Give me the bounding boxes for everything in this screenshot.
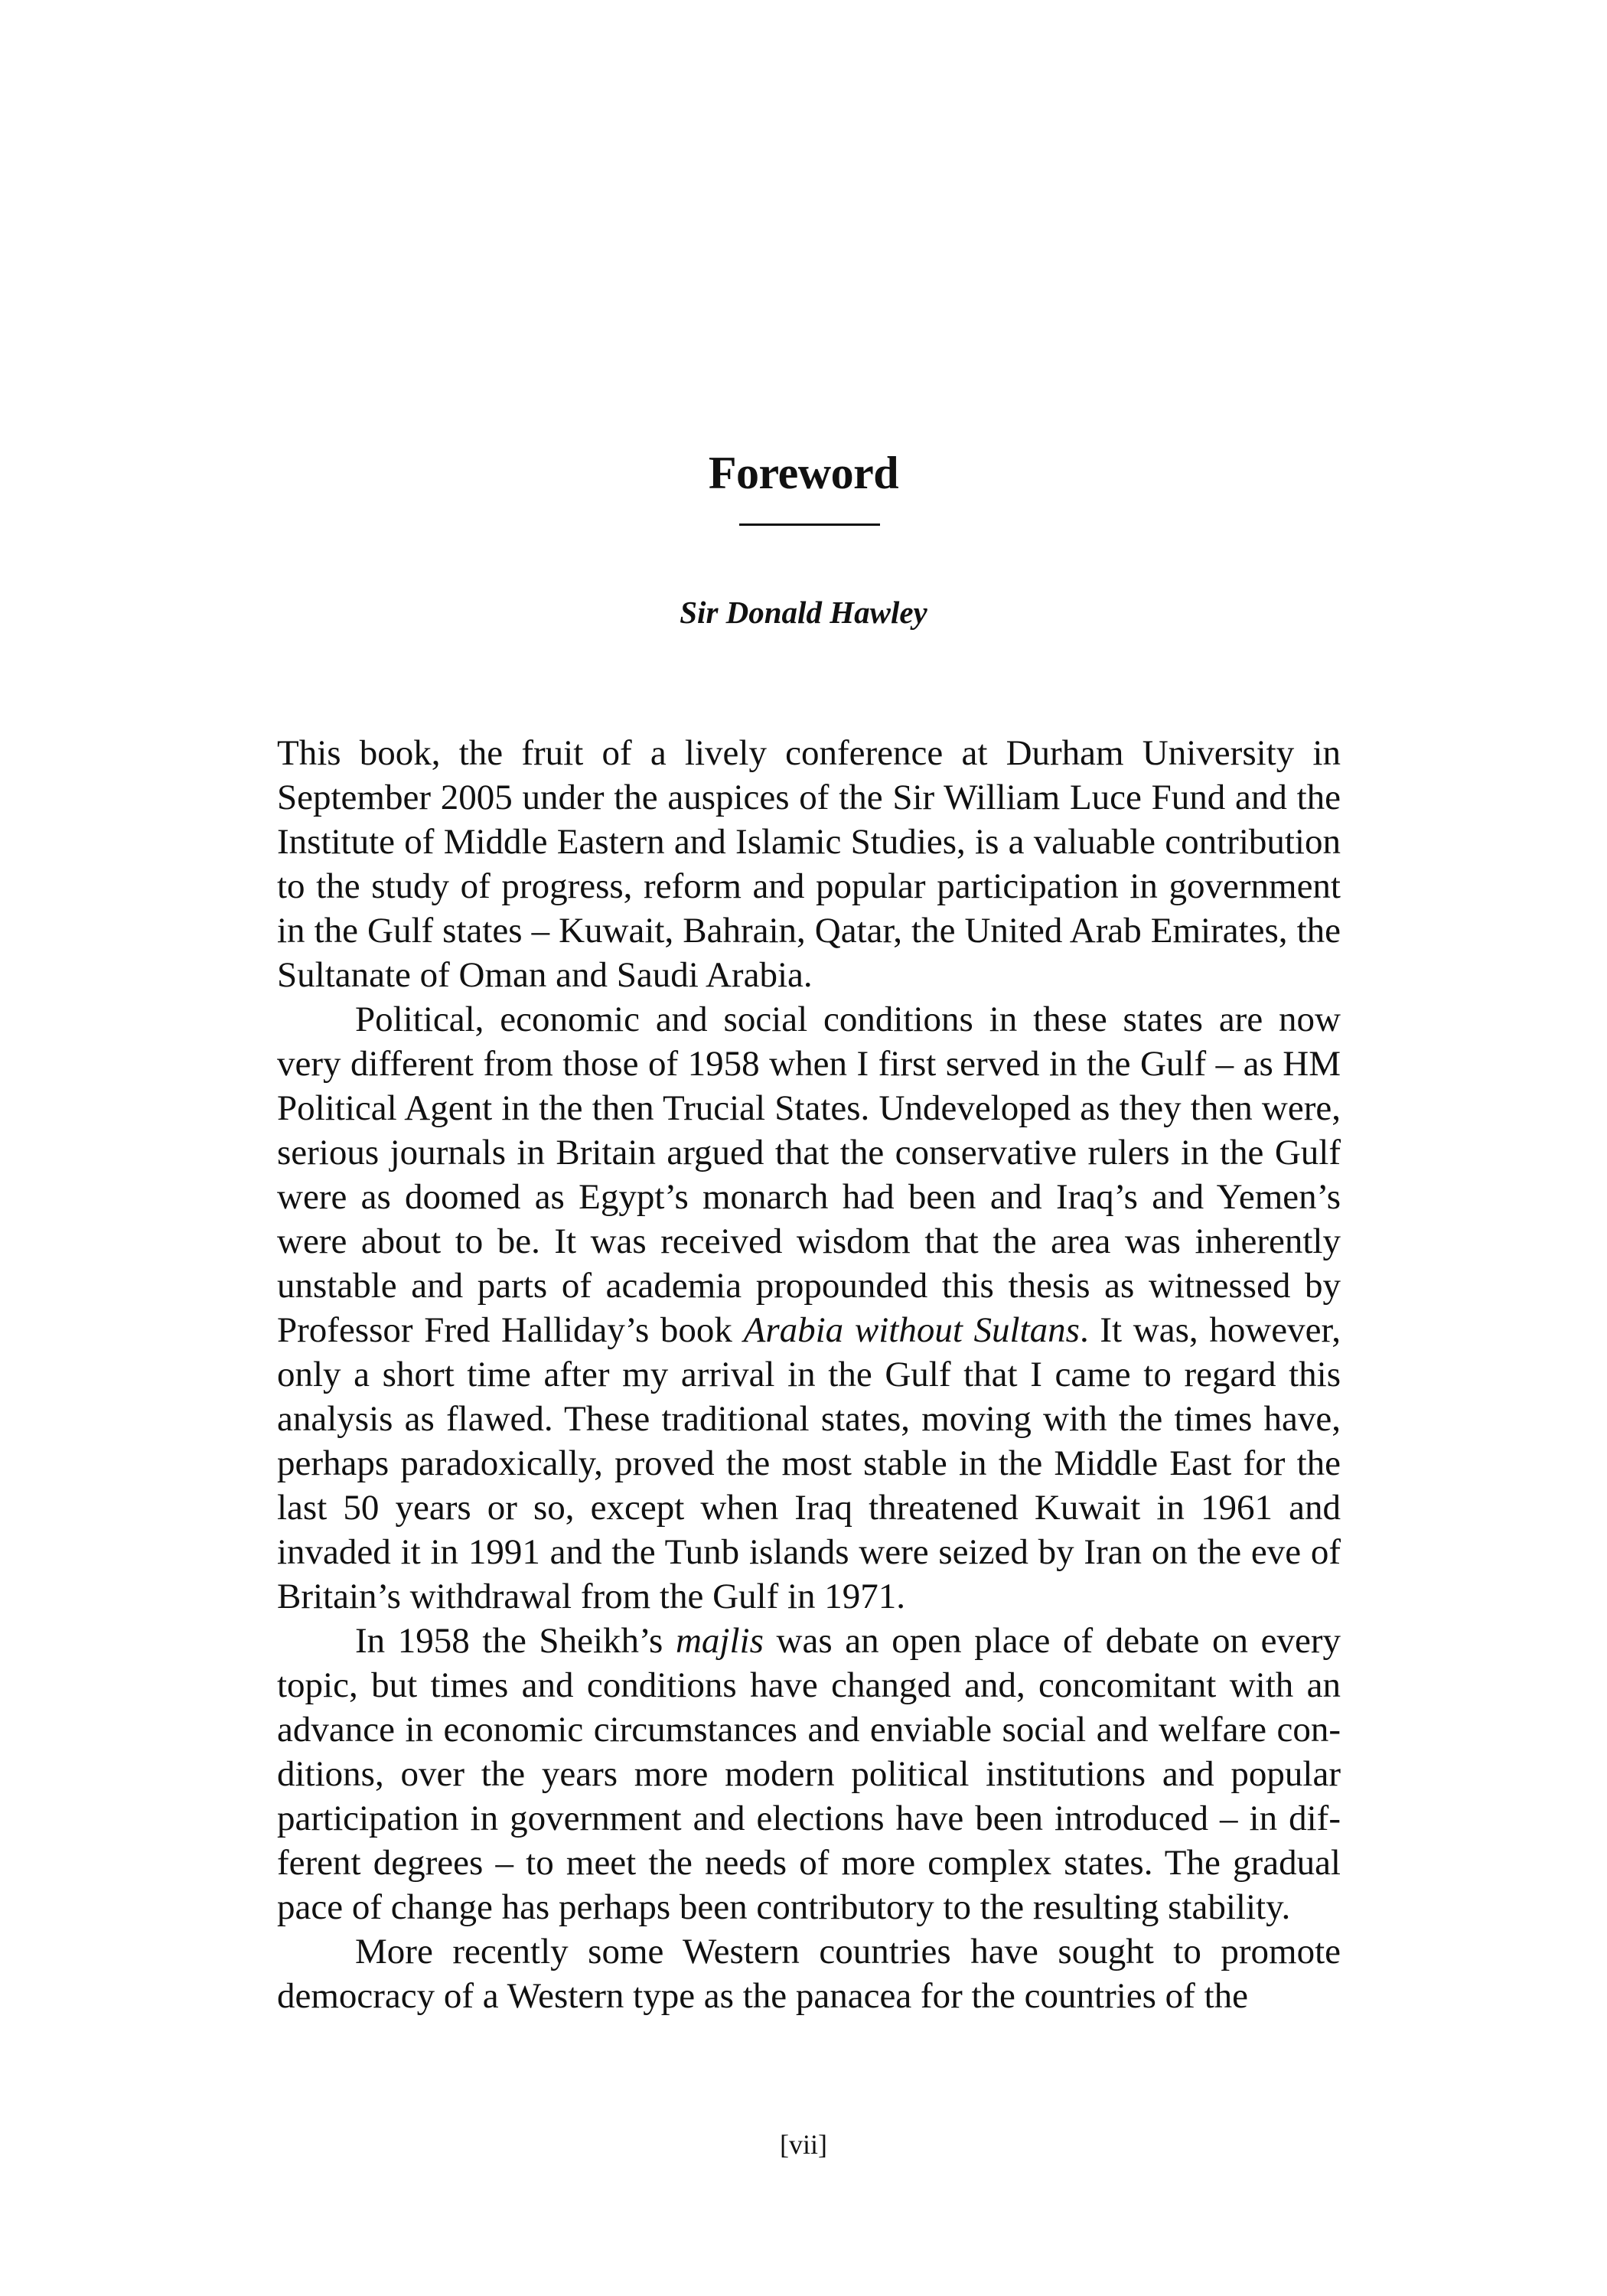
body-text [277,731,1341,2018]
paragraph-3-text-a: In 1958 the Sheikh’s [355,1621,676,1661]
paragraph-4: More recently some Western countries have sought to promote democracy of a Western type as the panacea for the countries of the [277,1932,1341,2016]
paragraph-1: This book, the fruit of a lively conference at Durham University in September 2005 under the auspices of the Sir William Luce Fund and the Institute of Middle Eastern and Islamic Studies, is a valuable contribution to the study of progress, reform and popular participation in government in the Gulf states – Kuwait, Bahrain, Qatar, the United Arab Emirates, the Sultanate of Oman and Saudi Arabia. [277,733,1341,995]
title-rule [739,523,880,526]
paragraph-2-text-a: Political, economic and social conditions in these states are now very different from those of 1958 when I first served in the Gulf – as HM Political Agent in the then Trucial States. Undeveloped as they then were, serious journals in Britain argued that the conservative rulers in the Gulf were as doomed as Egypt’s monarch had been and Iraq’s and Yemen’s were about to be. It was received wisdom that the area was inherently unstable and parts of academia propounded this thesis as witnessed by Professor Fred Halliday’s book [277,1000,1341,1350]
author-byline: Sir Donald Hawley [680,595,927,630]
paragraph-2-text-b: . It was, however, only a short time after my arrival in the Gulf that I came to regard this analysis as flawed. These traditional states, moving with the times have, perhaps paradoxically, proved the most stable in the Middle East for the last 50 years or so, except when Iraq threatened Kuwait in 1961 and invaded it in 1991 and the Tunb islands were seized by Iran on the eve of Britain’s withdrawal from the Gulf in 1971. [277,1310,1341,1616]
page-number: [vii] [780,2129,827,2160]
paragraph-2 [277,997,1341,1619]
majlis-italic: majlis [675,1621,764,1661]
paragraph-3-text-b: was an open place of debate on every topic, but times and conditions have changed and, concomitant with an advance in economic circumstances and enviable social and welfare conditions, over the years more modern political institutions and popular participation in government and elections have been introduced – in different degrees – to meet the needs of more complex states. The gradual pace of change has perhaps been contributory to the resulting stability. [277,1621,1341,1927]
chapter-title: Foreword [708,448,899,499]
book-title-italic: Arabia without Sultans [743,1310,1080,1350]
paragraph-3 [277,1619,1341,1929]
